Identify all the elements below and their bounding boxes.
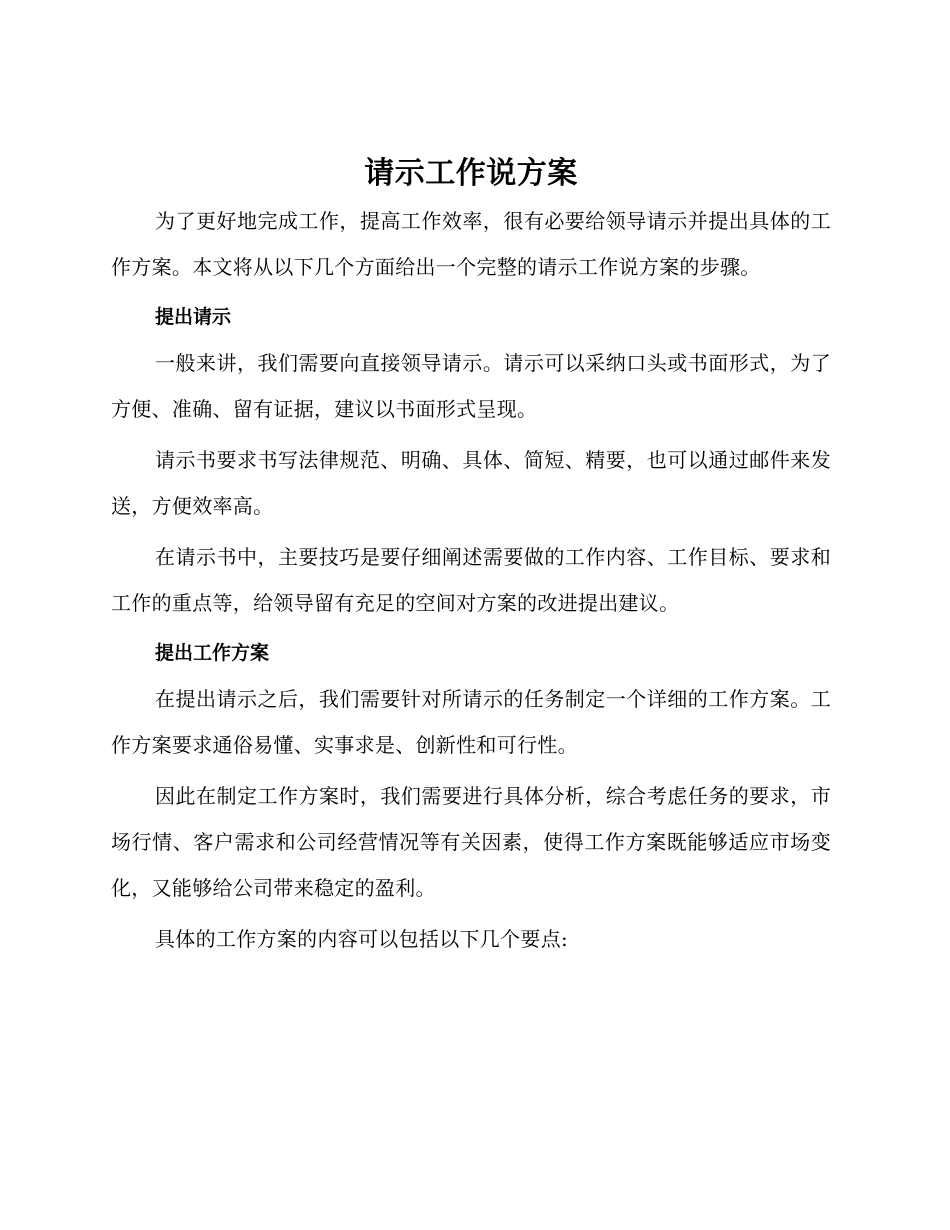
paragraph: 在提出请示之后，我们需要针对所请示的任务制定一个详细的工作方案。工作方案要求通俗易懂、实事求是、创新性和可行性。 — [111, 687, 831, 757]
document-page — [111, 152, 831, 962]
paragraph: 一般来讲，我们需要向直接领导请示。请示可以采纳口头或书面形式，为了方便、准确、留有证据，建议以书面形式呈现。 — [111, 351, 831, 421]
document-title: 请示工作说方案 — [364, 156, 578, 191]
paragraph: 具体的工作方案的内容可以包括以下几个要点: — [155, 927, 569, 951]
paragraph: 在请示书中，主要技巧是要仔细阐述需要做的工作内容、工作目标、要求和工作的重点等，给领导留有充足的空间对方案的改进提出建议。 — [111, 545, 831, 615]
section-heading-work-plan: 提出工作方案 — [155, 642, 270, 664]
paragraph: 请示书要求书写法律规范、明确、具体、简短、精要，也可以通过邮件来发送，方便效率高。 — [111, 448, 831, 518]
paragraph: 因此在制定工作方案时，我们需要进行具体分析，综合考虑任务的要求，市场行情、客户需求和公司经营情况等有关因素，使得工作方案既能够适应市场变化，又能够给公司带来稳定的盈利。 — [111, 784, 831, 900]
intro-paragraph: 为了更好地完成工作，提高工作效率，很有必要给领导请示并提出具体的工作方案。本文将从以下几个方面给出一个完整的请示工作说方案的步骤。 — [111, 209, 831, 279]
section-heading-request: 提出请示 — [155, 306, 232, 328]
